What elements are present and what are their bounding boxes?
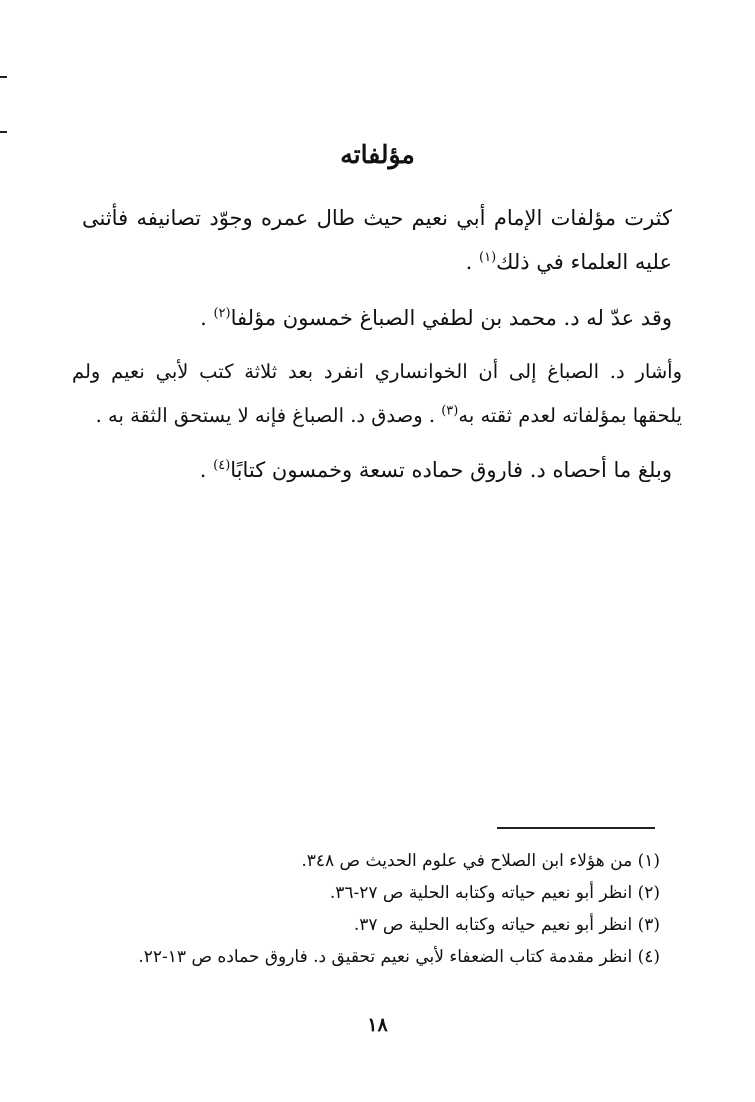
paragraph-end: .: [200, 306, 214, 330]
paragraph-end: .: [465, 250, 480, 274]
footnote-4: (٤) انظر مقدمة كتاب الضعفاء لأبي نعيم تحقيق د. فاروق حماده ص ١٣-٢٢.: [138, 947, 660, 967]
paragraph-text: وأشار د. الصباغ إلى أن الخوانساري انفرد بعد ثلاثة كتب لأبي نعيم ولم يلحقها بمؤلفاته لعدم ثقته به: [72, 360, 682, 427]
page-number: ١٨: [367, 1014, 388, 1036]
footnotes: [60, 845, 660, 973]
section-title: مؤلفاته: [340, 140, 415, 169]
paragraph-end: .: [199, 458, 214, 482]
edge-mark: [0, 131, 7, 133]
paragraph-end: . وصدق د. الصباغ فإنه لا يستحق الثقة به .: [95, 404, 442, 427]
paragraph-1: [82, 196, 672, 284]
footnote-3: (٣) انظر أبو نعيم حياته وكتابه الحلية ص ٣٧.: [353, 915, 660, 935]
paragraph-2: [82, 296, 672, 340]
footnote-ref: (٢): [213, 306, 231, 321]
paragraph-3: [72, 350, 682, 438]
paragraph-text: وبلغ ما أحصاه د. فاروق حماده تسعة وخمسون كتابًا: [230, 458, 672, 482]
footnote-1: (١) من هؤلاء ابن الصلاح في علوم الحديث ص ٣٤٨.: [301, 851, 660, 871]
footnote-ref: (٤): [213, 458, 231, 473]
footnote-ref: (٣): [441, 403, 459, 419]
edge-mark: [0, 76, 7, 78]
paragraph-text: وقد عدّ له د. محمد بن لطفي الصباغ خمسون مؤلفا: [230, 306, 672, 330]
paragraph-text: كثرت مؤلفات الإمام أبي نعيم حيث طال عمره وجوّد تصانيفه فأثنى عليه العلماء في ذلك: [82, 206, 672, 274]
footnote-divider: [497, 827, 655, 829]
footnote-ref: (١): [479, 250, 497, 265]
footnote-2: (٢) انظر أبو نعيم حياته وكتابه الحلية ص ٢٧-٣٦.: [329, 883, 660, 903]
paragraph-4: [82, 448, 672, 492]
